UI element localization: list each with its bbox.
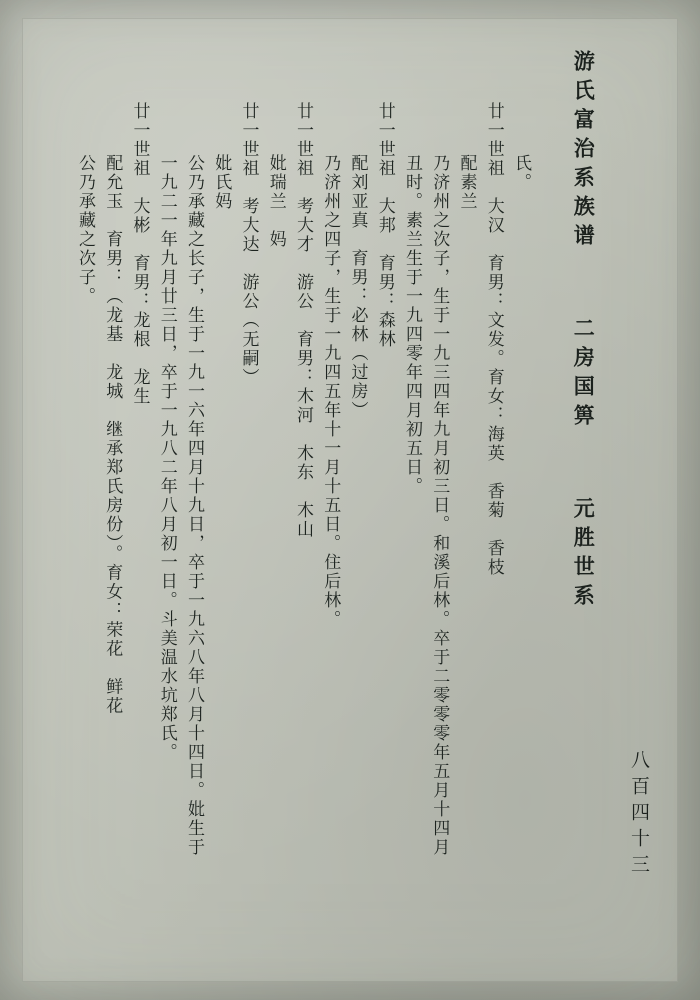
text-column-2: 廿一世祖 大汉 育男：文发。育女：海英 香菊 香枝 (483, 102, 504, 577)
text-column-8: 乃济州之四子，生于一九四五年十一月十五日。住后林。 (320, 154, 341, 629)
text-column-14: 一九二一年九月廿三日，卒于一九八二年八月初一日。斗美温水坑郑氏。 (156, 154, 177, 762)
text-column-9: 廿一世祖 考大才 游公 育男：木河 木东 木山 (293, 102, 313, 539)
text-column-17: 公乃承藏之次子。 (75, 154, 95, 306)
page-content (36, 50, 664, 960)
page-number: 八百四十三 (628, 750, 650, 880)
text-column-1: 氏。 (511, 154, 531, 192)
text-column-16: 配允玉 育男：（龙基 龙城 继承郑氏房份）。育女：荣花 鲜花 (102, 154, 123, 716)
text-column-5: 丑时。素兰生于一九四零年四月初五日。 (402, 154, 422, 496)
text-column-10: 妣瑞兰 妈 (265, 154, 286, 249)
text-column-11: 廿一世祖 考大达 游公（无嗣） (238, 102, 259, 387)
text-column-12: 妣氏妈 (211, 154, 232, 211)
text-column-13: 公乃承藏之长子，生于一九一六年四月十九日，卒于一九六八年八月十四日。妣生于 (184, 154, 204, 857)
text-column-7: 配刘亚真 育男：必林（过房） (347, 154, 368, 420)
text-column-6: 廿一世祖 大邦 育男：森林 (374, 102, 395, 349)
text-column-3: 配素兰 (456, 154, 477, 211)
document-header-title: 游氏富治系族谱 二房国箅 元胜世系 (571, 50, 596, 613)
text-column-15: 廿一世祖 大彬 育男：龙根 龙生 (129, 102, 150, 406)
text-column-4: 乃济州之次子，生于一九三四年九月初三日。和溪后林。卒于二零零零年五月十四月 (429, 154, 450, 857)
